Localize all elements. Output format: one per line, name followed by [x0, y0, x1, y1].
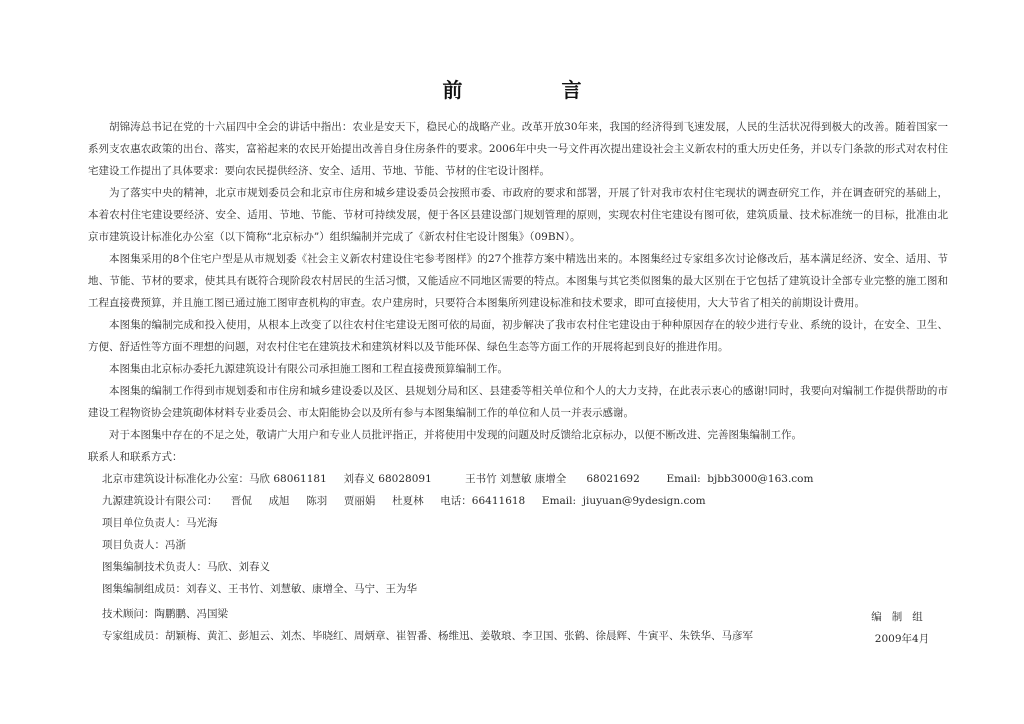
- contact-row-jiuyuan: 九源建筑设计有限公司： 晋侃 成旭 陈羽 贾丽娟 杜夏林 电话：66411618 Email: jiuyuan@9ydesign.com: [102, 495, 706, 507]
- page-title: 前 言: [442, 78, 628, 102]
- signature-org: 编制组: [871, 611, 933, 623]
- paragraph-6: 本图集的编制工作得到市规划委和市住房和城乡建设委以及区、县规划分局和区、县建委等相关单位和个人的大力支持，在此表示衷心的感谢!同时，我要向对编制工作提供帮助的市建设工程物资协会建筑砌体材料专业委员会、市太阳能协会以及所有参与本图集编制工作的单位和人员一并表示感谢。: [88, 385, 948, 419]
- technical-advisors: 技术顾问：陶鹏鹏、冯国梁: [102, 608, 228, 620]
- technical-lead: 图集编制技术负责人：马欣、刘春义: [102, 561, 270, 573]
- project-owner: 项目单位负责人：马光海: [102, 517, 218, 529]
- paragraph-4: 本图集的编制完成和投入使用，从根本上改变了以往农村住宅建设无图可依的局面，初步解决了我市农村住宅建设由于种种原因存在的较少进行专业、系统的设计，在安全、卫生、方便、舒适性等方面不理想的问题，对农村住宅在建筑技术和建筑材料以及节能环保、绿色生态等方面工作的开展将起到良好的推进作用。: [88, 319, 948, 353]
- contact-heading: 联系人和联系方式：: [88, 451, 183, 463]
- paragraph-7: 对于本图集中存在的不足之处，敬请广大用户和专业人员批评指正，并将使用中发现的问题及时反馈给北京标办，以便不断改进、完善图集编制工作。: [109, 429, 802, 441]
- paragraph-1: 胡锦涛总书记在党的十六届四中全会的讲话中指出：农业是安天下，稳民心的战略产业。改革开放30年来，我国的经济得到飞速发展，人民的生活状况得到极大的改善。随着国家一系列支农惠农政策的出台、落实，富裕起来的农民开始提出改善自身住房条件的要求。2006年中央一号文件再次提出建设社会主义新农村的重大历史任务，并以专门条款的形式对农村住宅建设工作提出了具体要求：要向农民提供经济、安全、适用、节地、节能、节材的住宅设计图样。: [88, 121, 948, 177]
- preface-body: [88, 116, 948, 647]
- signature-date: 2009年4月: [874, 633, 930, 645]
- project-lead: 项目负责人：冯浙: [102, 539, 186, 551]
- expert-group: 专家组成员：胡颖梅、黄汇、彭旭云、刘杰、毕晓红、周炳章、崔智番、杨维迅、姜敬琅、李卫国、张鹤、徐晨辉、牛寅平、朱铁华、马彦军: [102, 630, 753, 642]
- contact-row-bjbb: 北京市建筑设计标准化办公室：马欣 68061181 刘春义 68028091 王书竹 刘慧敏 康增全 68021692 Email: bjbb3000@163.com: [102, 473, 814, 485]
- paragraph-5: 本图集由北京标办委托九源建筑设计有限公司承担施工图和工程直接费预算编制工作。: [109, 363, 508, 375]
- paragraph-3: 本图集采用的8个住宅户型是从市规划委《社会主义新农村建设住宅参考图样》的27个推荐方案中精选出来的。本图集经过专家组多次讨论修改后，基本满足经济、安全、适用、节地、节能、节材的要求，使其具有既符合现阶段农村居民的生活习惯，又能适应不同地区需要的特点。本图集与其它类似图集的最大区别在于它包括了建筑设计全部专业完整的施工图和工程直接费预算，并且施工图已通过施工图审查机构的审查。农户建房时，只要符合本图集所列建设标准和技术要求，即可直接使用，大大节省了相关的前期设计费用。: [88, 253, 948, 309]
- team-members: 图集编制组成员：刘春义、王书竹、刘慧敏、康增全、马宁、王为华: [102, 583, 417, 595]
- signature-block: [862, 606, 942, 650]
- paragraph-2: 为了落实中央的精神，北京市规划委员会和北京市住房和城乡建设委员会按照市委、市政府的要求和部署，开展了针对我市农村住宅现状的调查研究工作，并在调查研究的基础上，本着农村住宅建设要经济、安全、适用、节地、节能、节材可持续发展，便于各区县建设部门规划管理的原则，实现农村住宅建设有图可依，建筑质量、技术标准统一的目标，批准由北京市建筑设计标准化办公室（以下简称“北京标办”）组织编制并完成了《新农村住宅设计图集》（09BN）。: [88, 187, 948, 243]
